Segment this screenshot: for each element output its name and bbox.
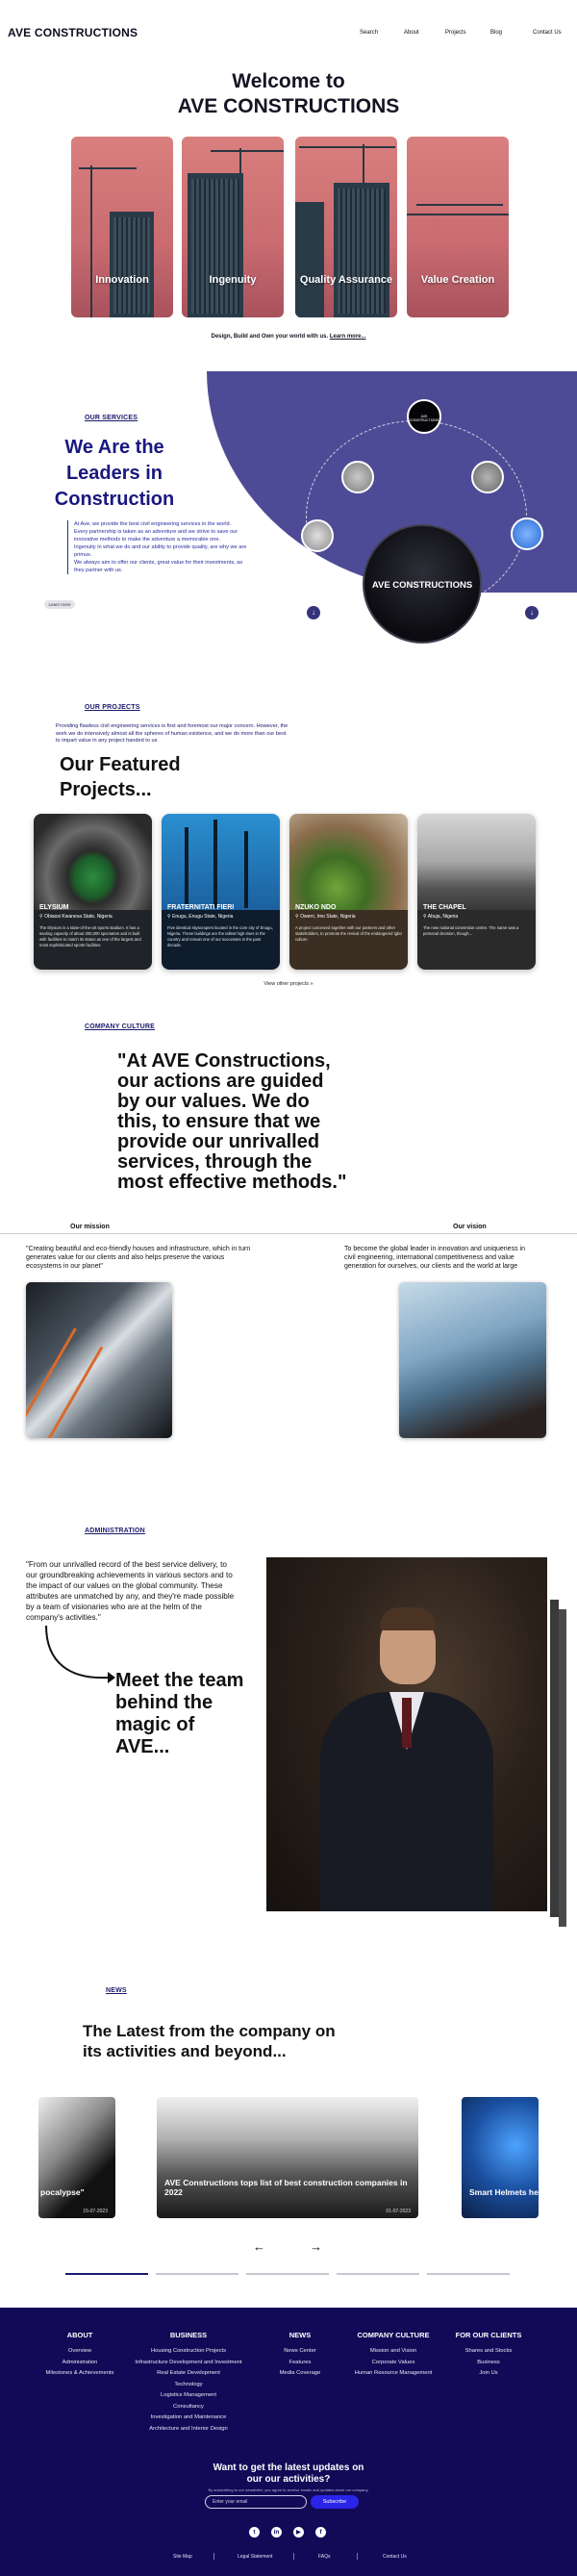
subscribe-title: Want to get the latest updates on our our activities? [213,2462,364,2485]
footer-link[interactable]: Technology [174,2381,203,2387]
footer-separator [357,2553,358,2560]
footer-col-news [264,2331,336,2380]
news-caption: pocalypse" [40,2187,85,2197]
hero-card-ingenuity[interactable] [182,137,284,317]
project-location-text: Abuja, Nigeria [427,914,459,920]
admin-text: "From our unrivalled record of the best service delivery, to our groundbreaking achievements in various sectors and to the impact of our values on the global community. These attributes are unmatched by any, and they're made possible by a team of visionaries who are at the helm of the company's activities." [26,1560,235,1622]
footer-link[interactable]: Investigation and Maintenance [150,2414,227,2420]
footer-link[interactable]: Features [288,2359,312,2365]
arrow-right-icon: » [310,981,314,987]
admin-tag: ADMINISTRATION [85,1528,145,1534]
meet-team-title: Meet the team behind the magic of AVE... [115,1670,244,1757]
hero-card-label: Innovation [95,274,149,286]
services-tag: OUR SERVICES [85,415,138,421]
pager-dot-5[interactable] [427,2273,510,2275]
hero-title-line2: AVE CONSTRUCTIONS [177,95,400,117]
mission-photo [26,1282,172,1438]
service-circle-top[interactable] [407,399,441,434]
photo-stack-2 [559,1609,566,1927]
hero-card-label: Value Creation [420,274,495,286]
footer-separator [213,2553,214,2560]
services-text [67,520,248,574]
services-paragraph: Every partnership is taken as an adventure and we strive to save our innovative methods to make the adventure a memorable one. [74,529,238,543]
hero-title [0,69,577,119]
project-location: ⚲ Abuja, Nigeria [423,914,459,920]
pager-dot-1[interactable] [65,2273,148,2275]
project-location-text: Owerri, Imo State, Nigeria [300,914,356,920]
facebook-icon[interactable]: f [315,2527,326,2538]
services-main-circle [363,524,482,644]
curved-arrow-icon [40,1624,117,1691]
vision-photo [399,1282,546,1438]
services-prev-button[interactable]: ↓ [307,606,320,619]
footer-link[interactable]: Overview [67,2348,92,2354]
brand-logo[interactable]: AVE CONSTRUCTIONS [8,26,138,39]
services-title: We Are the Leaders in Construction [54,437,175,510]
subscribe-note: By subscribing to our newsletter, you agree to receive emails and updates about our company. [208,2488,369,2492]
culture-quote: "At AVE Constructions, our actions are guided by our values. We do this, to ensure that we provide our unrivalled services, through the most effective methods." [117,1050,347,1193]
footer [0,2308,577,2576]
news-date: 15-07-2023 [83,2209,108,2214]
services-learn-more-button[interactable]: Learn more [44,600,75,609]
footer-link[interactable]: Mission and Vision [369,2348,417,2354]
services-circle-label: AVE CONSTRUCTIONS [371,580,473,591]
footer-link[interactable]: Housing Construction Projects [151,2348,226,2354]
footer-col-title: ABOUT [66,2331,93,2339]
service-circle-right[interactable] [471,461,504,493]
pager-dot-2[interactable] [156,2273,238,2275]
footer-link[interactable]: Administration [62,2359,98,2365]
project-location: ⚲ Obiaosi Kwanesa State, Nigeria [39,914,113,920]
service-circle-top-label: AVE CONSTRUCTIONS [409,415,439,422]
hero-cta-text: Design, Build and Own your world with us. [211,334,329,340]
hero-title-line1: Welcome to [232,70,345,92]
footer-col-clients [450,2331,527,2380]
news-title: The Latest from the company on its activities and beyond... [83,2022,336,2060]
news-caption: Smart Helmets he [469,2187,539,2197]
projects-tag: OUR PROJECTS [85,704,140,711]
footer-link[interactable]: Consultancy [173,2403,204,2410]
footer-col-title: BUSINESS [169,2331,208,2339]
hero-card-innovation[interactable] [71,137,173,317]
footer-contact-link[interactable]: Contact Us [383,2554,407,2560]
news-next-button[interactable]: → [310,2239,322,2254]
footer-link[interactable]: Real Estate Development [157,2370,220,2376]
footer-col-culture [344,2331,442,2380]
view-other-text: View other projects [263,981,310,987]
subscribe-button[interactable]: Subscribe [311,2495,359,2509]
learn-more-link[interactable]: Learn more... [329,334,366,340]
footer-faq-link[interactable]: FAQs [318,2554,331,2560]
project-desc: The new national convention centre. The name was a personal decision, though... [423,925,519,936]
vision-text: To become the global leader in innovation and uniqueness in civil engineering, international competitiveness and value generation for ourselves, our clients and the world at large [344,1246,525,1270]
projects-intro: Providing flawless civil engineering services is first and foremost our major concern. However, the work we do intensively almost all the spheres of human existence, and we do more than our best to impart value in any project handed to us [56,723,288,744]
project-desc: The Elysium is a state-of-the-art sports stadium. It has a seating capacity of about 300,000 spectators and is built with facilities to match its status as one of the largest and most sophisticated sports facilities. [39,925,141,947]
email-input[interactable]: Enter your email [205,2495,307,2509]
footer-col-about [37,2331,123,2380]
footer-link[interactable]: Media Coverage [279,2370,321,2376]
services-paragraph: Ingenuity in what we do and our ability to provide quality, are why we are primus. [74,544,247,558]
twitter-icon[interactable]: t [249,2527,260,2538]
news-caption: AVE Constructions tops list of best construction companies in 2022 [164,2178,408,2197]
vision-label: Our vision [453,1224,487,1230]
hero-card-label: Quality Assurance [299,274,393,286]
nav-projects[interactable]: Projects [445,30,466,36]
footer-link[interactable]: Milestones & Achievements [45,2370,114,2376]
footer-legal-link[interactable]: Legal Statement [238,2554,273,2560]
news-card-3[interactable] [462,2097,539,2218]
pager-dot-4[interactable] [337,2273,419,2275]
nav-search[interactable]: Search [360,30,379,36]
news-date: 01-07-2023 [386,2209,411,2214]
culture-tag: COMPANY CULTURE [85,1023,155,1030]
services-paragraph: At Ave, we provide the best civil engineering services in the world. [74,521,232,527]
pager-dot-3[interactable] [246,2273,329,2275]
hero-card-label: Ingenuity [209,274,257,286]
project-location: ⚲ Enugu, Enugu State, Nigeria [167,914,234,920]
news-card-2[interactable] [157,2097,418,2218]
hero-card-quality[interactable] [295,137,397,317]
nav-blog[interactable]: Blog [490,30,503,36]
project-desc: Five identical skyscrapers located in the core city of Enugu, Nigeria. These buildings are the tallest high-rises in the country and remain one of our successes in the past decade. [167,925,273,947]
project-location-text: Obiaosi Kwanesa State, Nigeria [44,914,113,920]
nav-about[interactable]: About [404,30,419,36]
footer-link[interactable]: Human Resource Management [354,2370,433,2376]
services-paragraph: We always aim to offer our clients, great value for their investments, as they partner with us. [74,560,243,573]
project-name: THE CHAPEL [423,904,466,911]
linkedin-icon[interactable]: in [271,2527,282,2538]
youtube-icon[interactable]: ▶ [293,2527,304,2538]
divider [0,1233,577,1234]
mission-label: Our mission [70,1224,110,1230]
mission-text: "Creating beautiful and eco-friendly houses and infrastructure, which in turn generates value for our clients and also helps preserve the various ecosystems in our planet" [26,1246,251,1270]
footer-link[interactable]: Corporate Values [371,2359,415,2365]
service-circle-bottom-right[interactable] [511,518,543,550]
project-card-nzuko[interactable] [289,814,408,970]
project-location-text: Enugu, Enugu State, Nigeria [172,914,234,920]
footer-link[interactable]: News Center [284,2348,316,2354]
project-location: ⚲ Owerri, Imo State, Nigeria [295,914,356,920]
footer-col-title: COMPANY CULTURE [357,2331,430,2339]
services-next-button[interactable]: ↓ [525,606,539,619]
footer-link[interactable]: Infrastructure Development and Investment [135,2359,242,2365]
project-card-fraternitati[interactable] [162,814,280,970]
nav-contact[interactable]: Contact Us [533,30,562,36]
news-tag: NEWS [106,1987,127,1994]
news-card-1[interactable] [38,2097,115,2218]
footer-link[interactable]: Logistics Management [161,2392,216,2398]
footer-separator [293,2553,294,2560]
project-name: NZUKO NDO [295,904,337,911]
project-desc: A project conceived together with our partners and other stakeholders, to promote the revival of the endangered Igbo culture. [295,925,402,942]
footer-link[interactable]: Join Us [479,2370,498,2376]
footer-sitemap-link[interactable]: Site Map [173,2554,192,2560]
project-name: FRATERNITATI FIERI [167,904,235,911]
service-circle-bottom-left[interactable] [301,519,334,552]
project-card-chapel[interactable] [417,814,536,970]
footer-link[interactable]: Shares and Stocks [464,2348,513,2354]
team-portrait [266,1557,547,1911]
footer-col-business [131,2331,246,2435]
view-other-projects-link[interactable] [0,981,577,987]
project-card-elysium[interactable] [34,814,152,970]
hero-card-value[interactable] [407,137,509,317]
service-circle-left[interactable] [341,461,374,493]
projects-title: Our Featured Projects... [60,754,181,800]
footer-col-title: FOR OUR CLIENTS [455,2331,522,2339]
hero-cta [0,334,577,340]
news-prev-button[interactable]: ← [253,2239,265,2254]
project-name: ELYSIUM [39,904,69,911]
footer-link[interactable]: Architecture and Interior Design [149,2425,228,2432]
photo-stack-1 [550,1600,559,1917]
footer-link[interactable]: Business [477,2359,500,2365]
footer-col-title: NEWS [288,2331,312,2339]
